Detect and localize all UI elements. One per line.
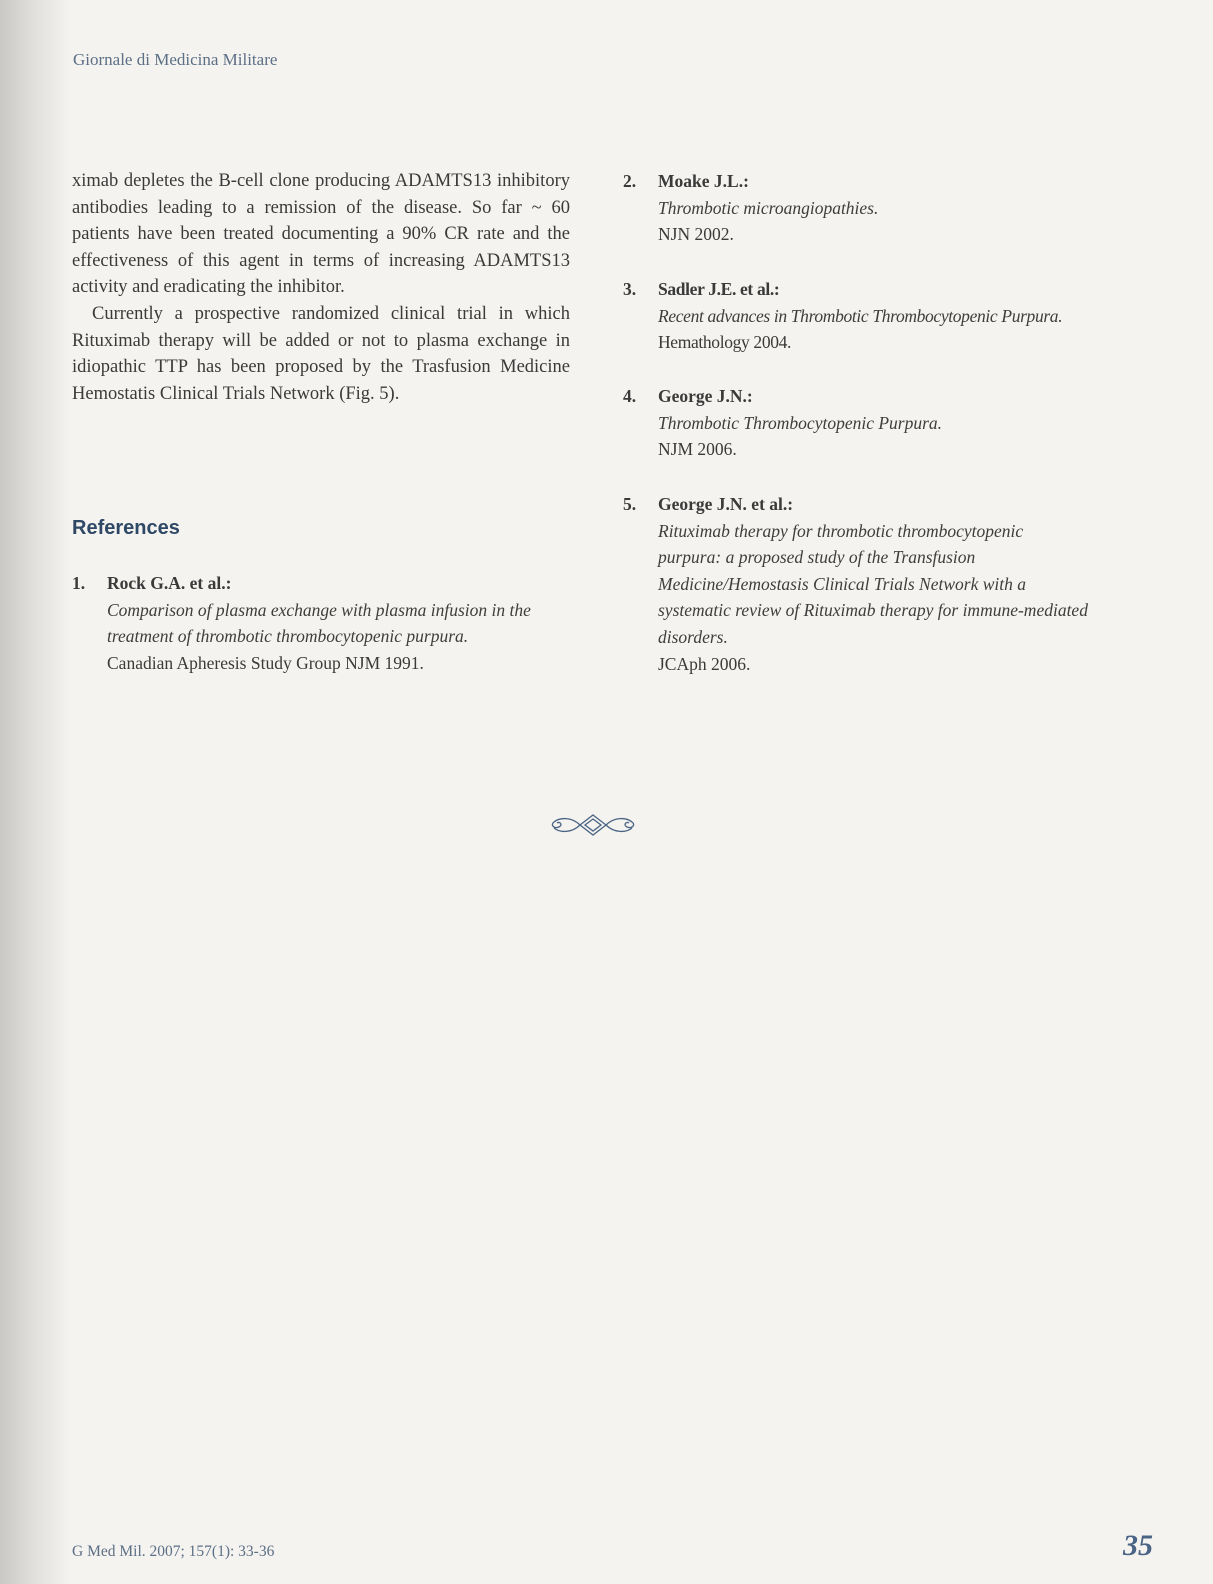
reference-number: 5. bbox=[623, 494, 637, 514]
reference-title: Comparison of plasma exchange with plasma infusion in the treatment of thrombotic thrombocytopenic purpura. bbox=[107, 599, 531, 647]
reference-source: NJN 2002. bbox=[658, 224, 734, 245]
page-gutter-shadow bbox=[0, 0, 70, 1584]
body-paragraph: Currently a prospective randomized clinical trial in which Rituximab therapy will be added or not to plasma exchange in idiopathic TTP has been proposed by the Trasfusion Medicine Hemostatis Clinical Trials Network (Fig. 5). bbox=[72, 303, 570, 404]
reference-source: NJM 2006. bbox=[658, 439, 737, 460]
reference-title: Thrombotic Thrombocytopenic Purpura. bbox=[658, 412, 943, 433]
body-text-column bbox=[72, 168, 570, 407]
body-paragraph: ximab depletes the B-cell clone producing ADAMTS13 inhibitory antibodies leading to a remission of the disease. So far ~ 60 patients have been treated documenting a 90% CR rate and the effectiveness of this agent in terms of increasing ADAMTS13 activity and eradicating the inhibitor. bbox=[72, 171, 570, 298]
reference-number: 2. bbox=[623, 171, 637, 191]
reference-authors: Sadler J.E. et al.: bbox=[658, 279, 780, 299]
reference-title: Thrombotic microangiopathies. bbox=[658, 197, 879, 218]
running-head: Giornale di Medicina Militare bbox=[73, 50, 278, 69]
reference-source: Canadian Apheresis Study Group NJM 1991. bbox=[107, 652, 424, 673]
fleuron-divider-icon bbox=[548, 812, 638, 838]
footer-citation: G Med Mil. 2007; 157(1): 33-36 bbox=[72, 1543, 275, 1560]
page-number: 35 bbox=[1123, 1529, 1153, 1562]
reference-title: Rituximab therapy for thrombotic thrombocytopenic purpura: a proposed study of the Transfusion Medicine/Hemostasis Clinical Trials Network with a systematic review of Rituximab therapy for immune-mediated disorders. bbox=[658, 520, 1088, 647]
reference-source: JCAph 2006. bbox=[658, 653, 751, 674]
reference-source: Hemathology 2004. bbox=[658, 332, 792, 353]
reference-authors: Moake J.L.: bbox=[658, 171, 749, 191]
reference-number: 4. bbox=[623, 386, 637, 406]
reference-authors: George J.N.: bbox=[658, 386, 753, 406]
reference-number: 3. bbox=[623, 279, 637, 299]
reference-number: 1. bbox=[72, 573, 86, 593]
reference-authors: George J.N. et al.: bbox=[658, 494, 794, 514]
reference-authors: Rock G.A. et al.: bbox=[107, 573, 232, 593]
references-heading: References bbox=[72, 517, 180, 539]
reference-title: Recent advances in Thrombotic Thrombocytopenic Purpura. bbox=[658, 305, 1063, 326]
